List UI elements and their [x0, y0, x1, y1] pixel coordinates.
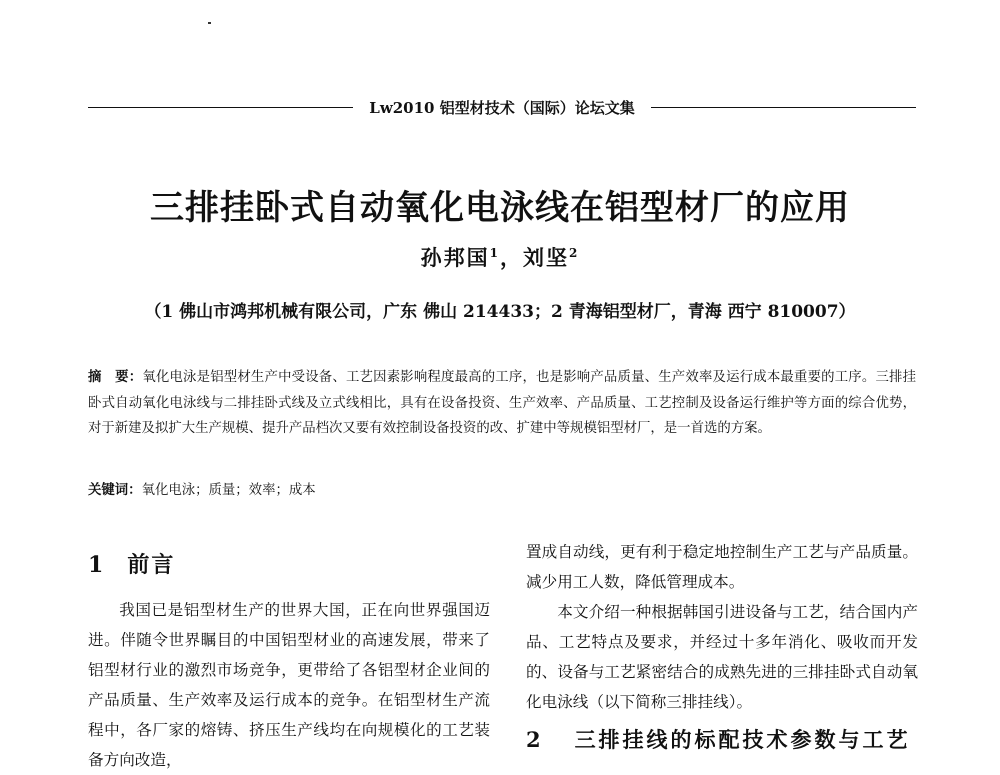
- section-2-title: 三排挂线的标配技术参数与工艺: [574, 727, 911, 752]
- author-1-affil-mark: 1: [489, 246, 500, 260]
- section-1-heading: [88, 545, 490, 585]
- header-text: Lw2010 铝型材技术（国际）论坛文集: [369, 98, 635, 117]
- author-1: 孙邦国: [420, 245, 490, 270]
- abstract-label: 摘 要：: [88, 369, 143, 385]
- abstract-text: 氧化电泳是铝型材生产中受设备、工艺因素影响程度最高的工序，也是影响产品质量、生产效率及运行成本最重要的工序。三排挂卧式自动氧化电泳线与二排挂卧式线及立式线相比，具有在设备投资、生产效率、产品质量、工艺控制及设备运行维护等方面的综合优势，对于新建及拟扩大生产规模、提升产品档次又要有效控制设备投资的改、扩建中等规模铝型材厂，是一首选的方案。: [88, 370, 917, 436]
- header-rule-left: [88, 107, 353, 108]
- header-rule-right: [651, 107, 916, 108]
- section-1-title: 前言: [127, 552, 176, 578]
- right-paragraph-1: 置成自动线，更有利于稳定地控制生产工艺与产品质量。减少用工人数，降低管理成本。: [526, 543, 918, 591]
- keywords: [88, 478, 916, 503]
- right-column: [526, 537, 918, 755]
- author-2: 刘坚: [523, 245, 569, 270]
- section-1-paragraph: 我国已是铝型材生产的世界大国，正在向世界强国迈进。伴随令世界瞩目的中国铝型材业的高速发展，带来了铝型材行业的激烈市场竞争，更带给了各铝型材企业间的产品质量、生产效率及运行成本的竞争。在铝型材生产流程中，各厂家的熔铸、挤压生产线均在向规模化的工艺装备方向改造，: [88, 601, 490, 769]
- left-column: [88, 545, 490, 775]
- author-2-affil-mark: 2: [569, 246, 580, 260]
- right-paragraph-2: 本文介绍一种根据韩国引进设备与工艺，结合国内产品、工艺特点及要求，并经过十多年消化、吸收而开发的、设备与工艺紧密结合的成熟先进的三排挂卧式自动氧化电泳线（以下简称三排挂线）。: [526, 603, 918, 711]
- section-1-number: 1: [88, 552, 106, 578]
- scan-speck: [208, 22, 211, 24]
- abstract: [88, 365, 916, 442]
- section-2-number: 2: [526, 727, 544, 752]
- paper-title: 三排挂卧式自动氧化电泳线在铝型材厂的应用: [150, 188, 850, 228]
- keywords-text: 氧化电泳；质量；效率；成本: [141, 483, 316, 498]
- running-header: [88, 92, 916, 122]
- affiliations: （1 佛山市鸿邦机械有限公司，广东 佛山 214433；2 青海铝型材厂，青海 西宁 810007）: [144, 302, 856, 322]
- keywords-label: 关键词：: [88, 482, 142, 498]
- author-separator: ，: [500, 245, 523, 270]
- author-line: [0, 242, 1000, 272]
- section-2-heading: [526, 725, 918, 755]
